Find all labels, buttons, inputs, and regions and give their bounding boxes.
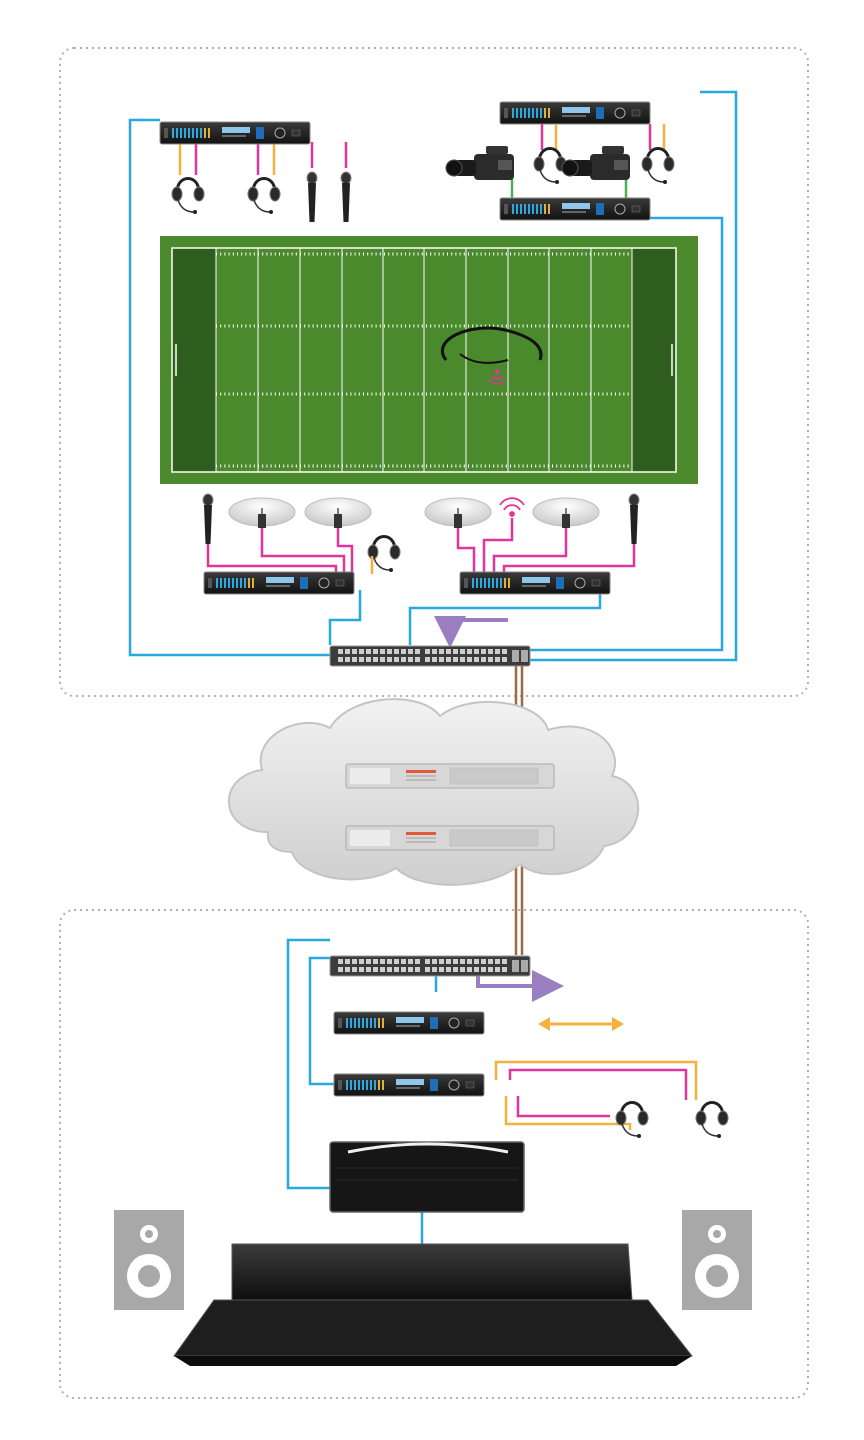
speaker-left-icon: [114, 1210, 184, 1310]
field-turf: [160, 236, 698, 484]
m4-ip-usb-blade-studio: [334, 1074, 484, 1096]
video-camera-icon: [562, 146, 630, 180]
headset-icon: [642, 149, 674, 185]
network-cloud: [229, 699, 638, 885]
handheld-mic-icon: [341, 172, 351, 222]
remote-video-arrow: [450, 620, 508, 640]
endzone-right: [632, 248, 676, 472]
m4-ip-usb-blade-bottom-left: [204, 572, 354, 594]
top-left-mic-cables: [180, 142, 346, 175]
m4-ip-usb-blade-top-right: [500, 102, 650, 124]
headset-icon: [534, 149, 566, 185]
media-gateway-unit: [346, 764, 554, 788]
madi-blade: [334, 1012, 484, 1034]
parabolic-mic-icon: [533, 498, 599, 528]
hd-sdi-blade: [500, 198, 650, 220]
intercom-arrow: [538, 1017, 624, 1031]
headset-icon: [616, 1103, 648, 1139]
handheld-mic-icon: [629, 494, 639, 544]
ip-audio-console: [174, 1244, 692, 1366]
headset-icon: [696, 1103, 728, 1139]
studio-video-arrow: [478, 976, 556, 986]
video-camera-icon: [446, 146, 514, 180]
wireless-mic-icon: [500, 498, 524, 516]
headset-icon: [248, 179, 280, 215]
gibraltar-mix-engine: [330, 1142, 524, 1212]
m4-ip-usb-blade-top-left: [160, 122, 310, 144]
m4-ip-usb-blade-bottom-right: [460, 572, 610, 594]
speaker-right-icon: [682, 1210, 752, 1310]
remote-network-switch: [330, 646, 530, 666]
headset-icon: [172, 179, 204, 215]
studio-network-switch: [330, 956, 530, 976]
parabolic-mic-icon: [425, 498, 491, 528]
parabolic-mic-icon: [305, 498, 371, 528]
parabolic-mic-icon: [229, 498, 295, 528]
endzone-left: [172, 248, 216, 472]
media-gateway-unit: [346, 826, 554, 850]
football-field: [160, 236, 698, 484]
studio-headset-cables: [496, 1062, 696, 1130]
handheld-mic-icon: [307, 172, 317, 222]
handheld-mic-icon: [203, 494, 213, 544]
